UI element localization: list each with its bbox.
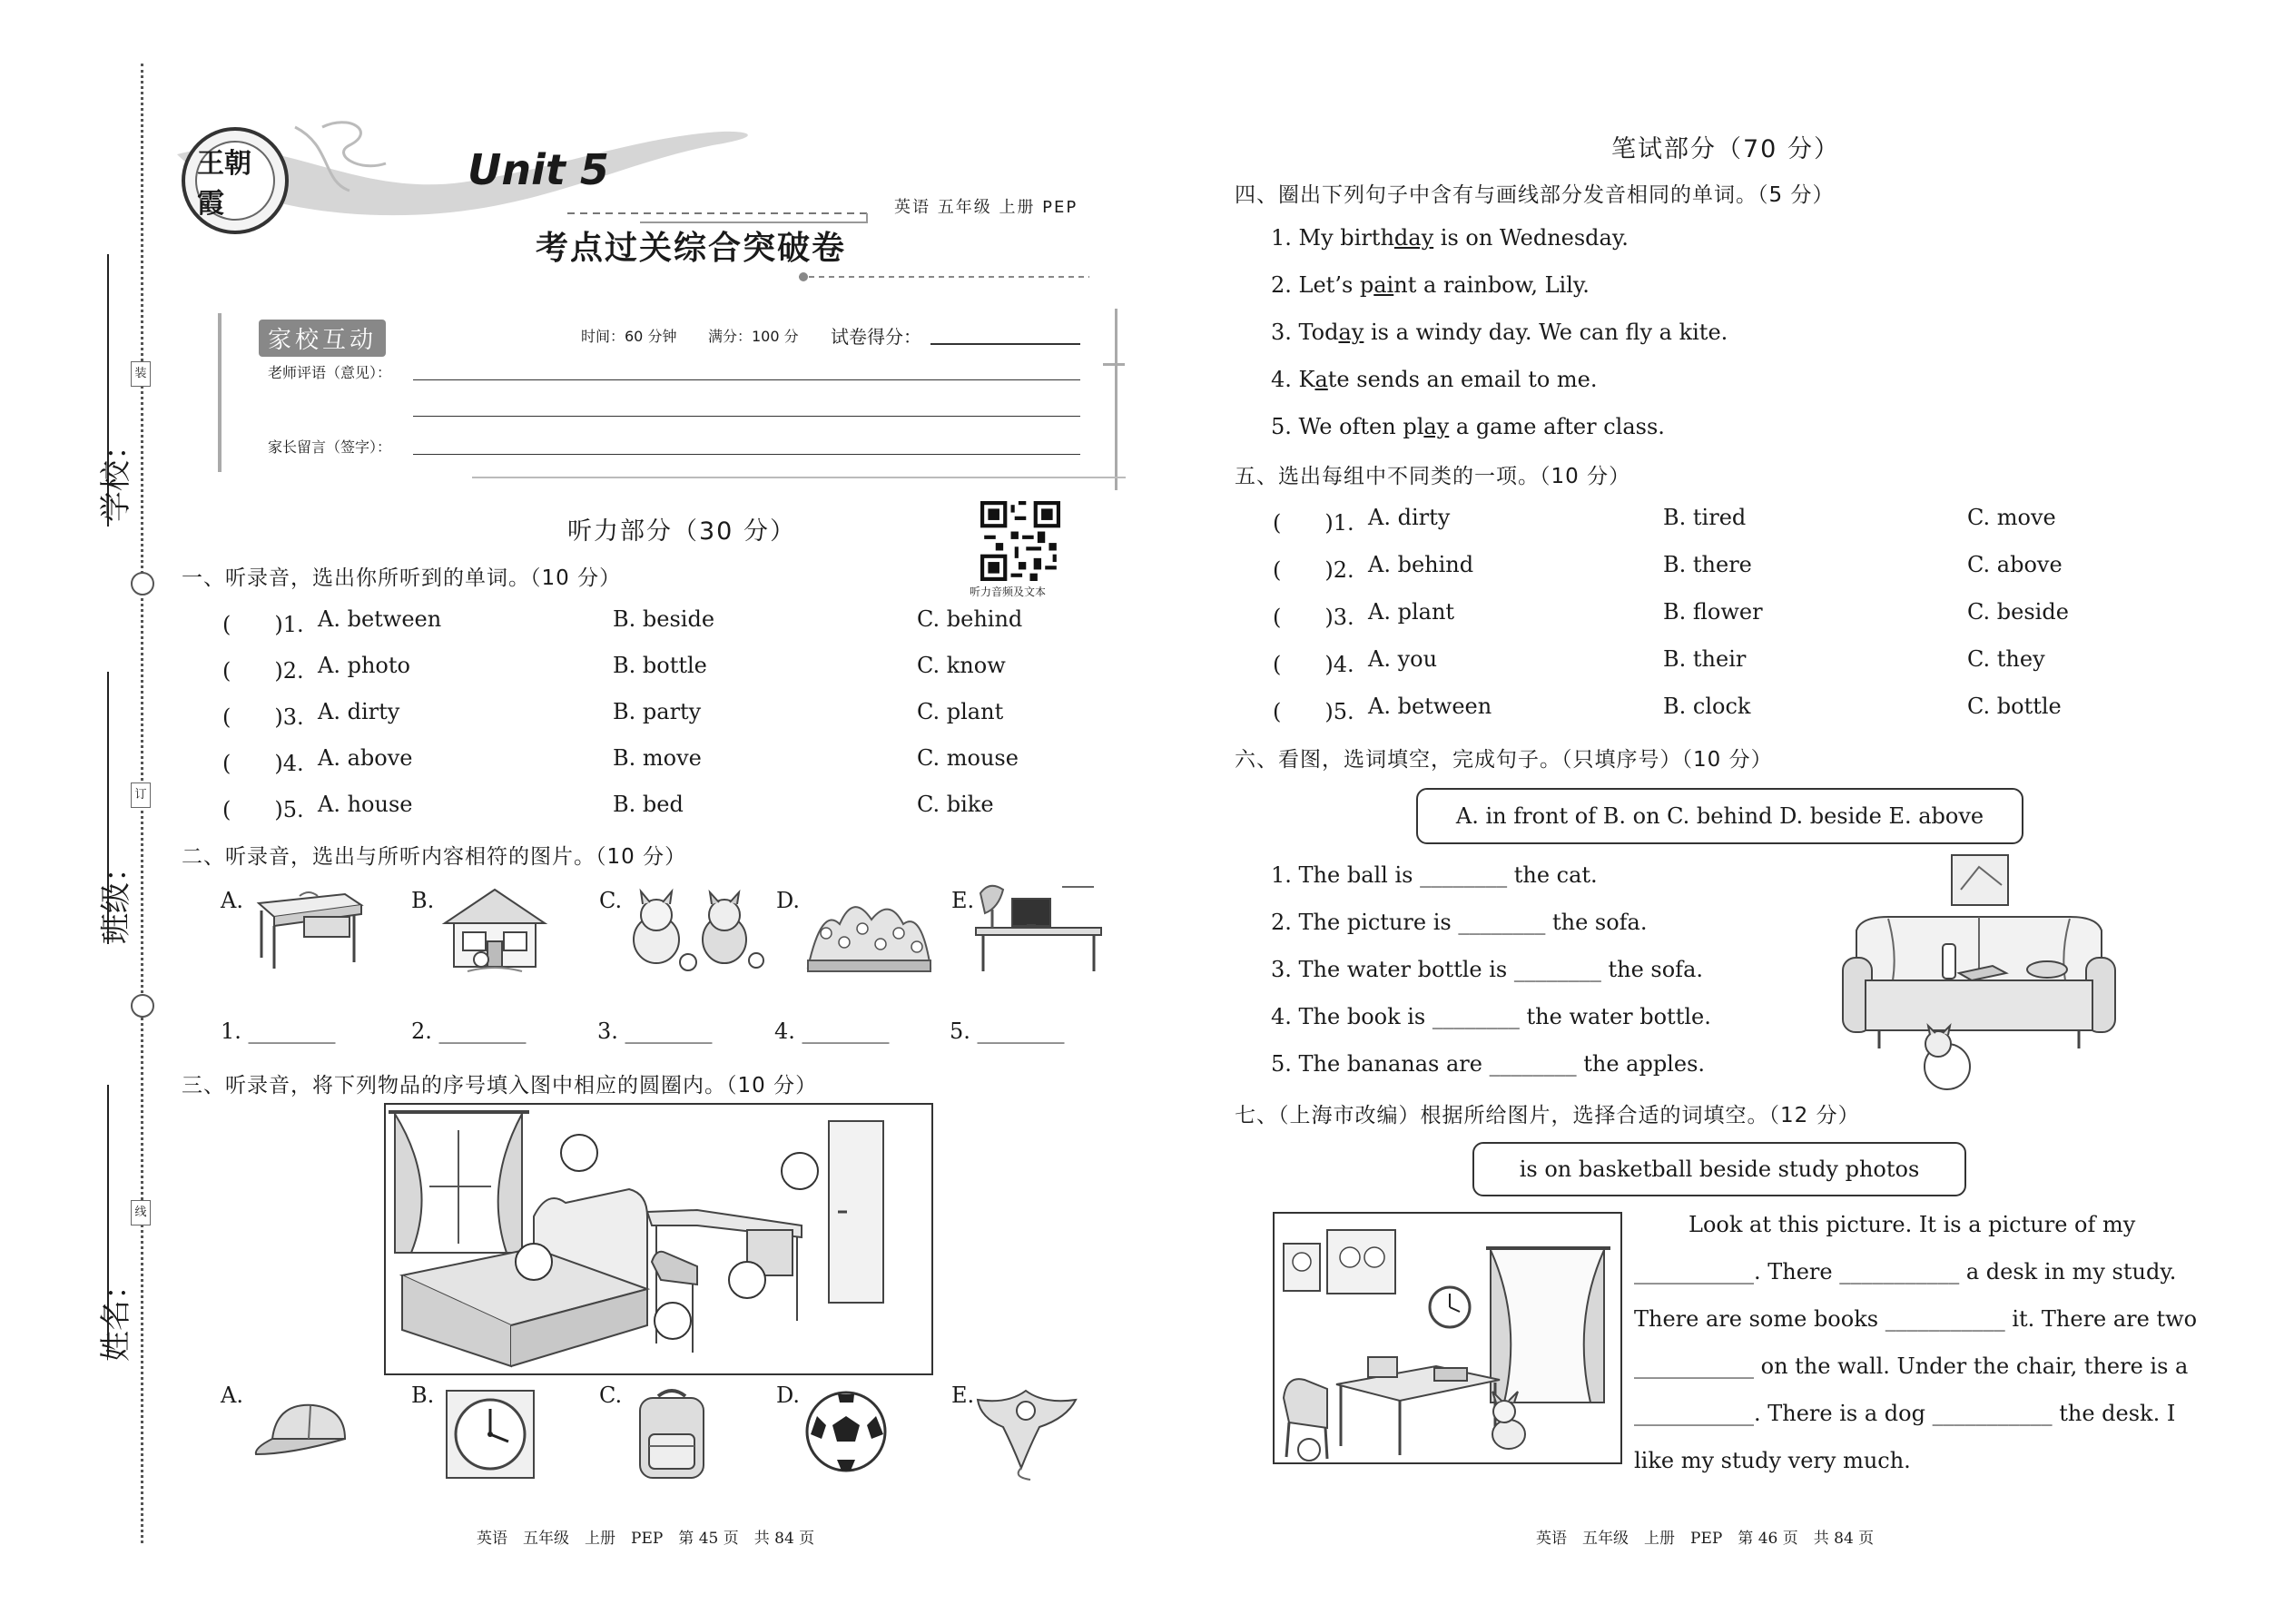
qr-code-icon[interactable] [980, 501, 1060, 581]
s7-word-bank: is on basketball beside study photos [1472, 1142, 1966, 1196]
s5-q4-a: A. you [1368, 646, 1438, 672]
listening-title: 听力部分（30 分） [567, 517, 796, 546]
s4-item-3-post: is a windy day. We can fly a kite. [1364, 320, 1728, 345]
s1-q4-c: C. mouse [917, 745, 1019, 771]
s5-q1-c: C. move [1967, 505, 2056, 530]
house-picture [440, 882, 549, 973]
score-label: 试卷得分： [831, 326, 921, 348]
dogs-picture [625, 890, 761, 973]
s1-q5-c: C. bike [917, 792, 994, 817]
s1-q5-a: A. house [318, 792, 413, 817]
full-score: 满分：100 分 [708, 328, 799, 345]
s2-letter-e: E. [951, 888, 975, 913]
s6-word-bank: A. in front of B. on C. behind D. beside E. above [1416, 788, 2023, 844]
s5-q5-b: B. clock [1663, 694, 1751, 719]
teacher-comment-line-1[interactable] [413, 379, 1080, 380]
s1-q1-num[interactable]: ( )1. [222, 612, 304, 637]
desk-picture [254, 885, 363, 971]
s1-q5-num[interactable]: ( )5. [222, 797, 304, 822]
section-1-title: 一、听录音，选出你所听到的单词。（10 分） [182, 566, 622, 590]
s4-item-3-pre: 3. Tod [1271, 320, 1339, 345]
frame-tick [1103, 363, 1125, 366]
s7-line-5[interactable]: ___________. There is a dog ___________ the desk. I [1634, 1401, 2176, 1426]
s4-item-3-underlined: ay [1338, 320, 1364, 345]
s2-letter-c: C. [599, 888, 623, 913]
binding-hole-1 [131, 572, 154, 595]
s5-q4-num[interactable]: ( )4. [1273, 652, 1354, 677]
s4-item-2 [1271, 272, 1590, 298]
frame-line-left [218, 313, 222, 472]
s6-item-2[interactable]: 2. The picture is ________ the sofa. [1271, 910, 1648, 935]
s5-q2-b: B. there [1663, 552, 1752, 577]
s2-blank-5[interactable]: 5. ________ [950, 1019, 1065, 1044]
s5-q2-a: A. behind [1368, 552, 1474, 577]
binding-hole-2 [131, 994, 154, 1018]
header-tagline: 英语 五年级 上册 PEP [894, 198, 1078, 217]
section-6-title: 六、看图，选词填空，完成句子。（只填序号）（10 分） [1235, 748, 1773, 772]
s5-q1-num[interactable]: ( )1. [1273, 510, 1354, 536]
s7-line-2[interactable]: ___________. There ___________ a desk in my study. [1634, 1259, 2177, 1284]
s5-q3-a: A. plant [1368, 599, 1455, 625]
s2-letter-b: B. [411, 888, 435, 913]
s4-item-2-pre: 2. Let’s p [1271, 272, 1374, 298]
school-label: 学校： [98, 429, 134, 522]
bedroom-picture [384, 1103, 933, 1375]
logo-text: 王朝霞 [195, 141, 275, 221]
teacher-comment-label: 老师评语（意见）： [268, 364, 392, 381]
s1-q3-a: A. dirty [318, 699, 400, 724]
frame-bottom [472, 477, 1126, 478]
s1-q3-num[interactable]: ( )3. [222, 704, 304, 730]
s5-q4-b: B. their [1663, 646, 1747, 672]
s2-blank-2[interactable]: 2. ________ [411, 1019, 527, 1044]
s1-q1-b: B. beside [613, 606, 715, 632]
unit-title: Unit 5 [468, 145, 609, 194]
s2-blank-3[interactable]: 3. ________ [597, 1019, 713, 1044]
s3-letter-b: B. [411, 1383, 435, 1408]
s4-item-5 [1271, 414, 1665, 439]
s4-item-1-pre: 1. My birth [1271, 225, 1394, 251]
time-limit: 时间：60 分钟 [581, 328, 677, 345]
publisher-logo [182, 127, 289, 234]
s7-line-3[interactable]: There are some books ___________ it. There are two [1634, 1306, 2198, 1332]
binding-tab-1: 装 [131, 361, 151, 387]
s6-item-1[interactable]: 1. The ball is ________ the cat. [1271, 862, 1598, 888]
s2-letter-a: A. [221, 888, 243, 913]
s4-item-4 [1271, 367, 1598, 392]
parent-note-label: 家长留言（签字）： [268, 438, 392, 456]
schoolbag-picture [631, 1387, 713, 1482]
s1-q1-c: C. behind [917, 606, 1023, 632]
frame-line-right [1115, 309, 1117, 490]
written-title: 笔试部分（70 分） [1611, 135, 1840, 163]
s3-letter-a: A. [221, 1383, 243, 1408]
s5-q1-a: A. dirty [1368, 505, 1451, 530]
s3-letter-e: E. [951, 1383, 975, 1408]
s7-line-1: Look at this picture. It is a picture of my [1689, 1212, 2136, 1237]
s4-item-4-post: te sends an email to me. [1327, 367, 1598, 392]
s1-q3-b: B. party [613, 699, 702, 724]
s1-q2-c: C. know [917, 653, 1006, 678]
s6-item-3[interactable]: 3. The water bottle is ________ the sofa. [1271, 957, 1704, 982]
s5-q5-a: A. between [1368, 694, 1492, 719]
s7-line-6: like my study very much. [1634, 1448, 1911, 1473]
s6-item-5[interactable]: 5. The bananas are ________ the apples. [1271, 1051, 1706, 1077]
s1-q2-b: B. bottle [613, 653, 707, 678]
binding-tab-2: 订 [131, 782, 151, 808]
flowers-picture [803, 888, 935, 974]
s1-q4-a: A. above [318, 745, 413, 771]
s2-letter-d: D. [776, 888, 801, 913]
s1-q4-b: B. move [613, 745, 702, 771]
section-5-title: 五、选出每组中不同类的一项。（10 分） [1235, 465, 1631, 488]
section-3-title: 三、听录音，将下列物品的序号填入图中相应的圆圈内。（10 分） [182, 1074, 818, 1097]
s5-q3-num[interactable]: ( )3. [1273, 605, 1354, 630]
s4-item-2-underlined: ai [1373, 272, 1394, 298]
section-7-title: 七、（上海市改编）根据所给图片，选择合适的词填空。（12 分） [1235, 1104, 1860, 1127]
kite-picture [976, 1382, 1080, 1481]
s4-item-1-underlined: day [1393, 225, 1434, 251]
s1-q2-num[interactable]: ( )2. [222, 658, 304, 684]
s4-item-2-post: nt a rainbow, Lily. [1393, 272, 1590, 298]
parent-note-line[interactable] [413, 454, 1080, 455]
computer-desk-picture [976, 882, 1103, 973]
s4-item-3 [1271, 320, 1728, 345]
clock-picture [445, 1389, 536, 1480]
section-2-title: 二、听录音，选出与所听内容相符的图片。（10 分） [182, 845, 687, 869]
cap-picture [254, 1398, 359, 1462]
football-picture [803, 1389, 890, 1475]
s6-item-4[interactable]: 4. The book is ________ the water bottle. [1271, 1004, 1711, 1029]
s1-q1-a: A. between [318, 606, 442, 632]
s3-letter-d: D. [776, 1383, 801, 1408]
s3-letter-c: C. [599, 1383, 623, 1408]
subtitle-decoration [799, 263, 1098, 290]
footer-left: 英语 五年级 上册 PEP 第 45 页 共 84 页 [477, 1530, 815, 1548]
s5-q3-b: B. flower [1663, 599, 1763, 625]
class-label: 班级： [98, 851, 134, 944]
s5-q5-num[interactable]: ( )5. [1273, 699, 1354, 724]
s4-item-5-underlined: ay [1423, 414, 1450, 439]
qr-caption: 听力音频及文本 [970, 586, 1047, 598]
binding-tab-3: 线 [131, 1200, 151, 1225]
s1-q3-c: C. plant [917, 699, 1004, 724]
name-label: 姓名： [98, 1269, 134, 1362]
score-line[interactable] [930, 343, 1080, 345]
s2-blank-1[interactable]: 1. ________ [221, 1019, 336, 1044]
teacher-comment-line-2[interactable] [413, 416, 1080, 417]
s1-q5-b: B. bed [613, 792, 684, 817]
s5-q3-c: C. beside [1967, 599, 2069, 625]
s4-item-4-pre: 4. K [1271, 367, 1315, 392]
s4-item-5-post: a game after class. [1449, 414, 1665, 439]
s4-item-5-pre: 5. We often pl [1271, 414, 1424, 439]
s5-q4-c: C. they [1967, 646, 2045, 672]
s5-q2-c: C. above [1967, 552, 2063, 577]
s5-q5-c: C. bottle [1967, 694, 2062, 719]
s1-q2-a: A. photo [318, 653, 410, 678]
sofa-picture [1843, 853, 2115, 1098]
s4-item-1-post: is on Wednesday. [1433, 225, 1629, 251]
s5-q2-num[interactable]: ( )2. [1273, 557, 1354, 583]
paper-subtitle: 考点过关综合突破卷 [536, 230, 847, 267]
s7-line-4[interactable]: ___________ on the wall. Under the chair, there is a [1634, 1353, 2189, 1379]
footer-right: 英语 五年级 上册 PEP 第 46 页 共 84 页 [1536, 1530, 1875, 1548]
section-4-title: 四、圈出下列句子中含有与画线部分发音相同的单词。（5 分） [1235, 183, 1835, 207]
s2-blank-4[interactable]: 4. ________ [774, 1019, 890, 1044]
s1-q4-num[interactable]: ( )4. [222, 751, 304, 776]
home-school-badge: 家校互动 [259, 320, 386, 357]
s4-item-1 [1271, 225, 1629, 251]
study-picture [1273, 1212, 1622, 1464]
s4-item-4-underlined: a [1314, 367, 1328, 392]
s5-q1-b: B. tired [1663, 505, 1747, 530]
